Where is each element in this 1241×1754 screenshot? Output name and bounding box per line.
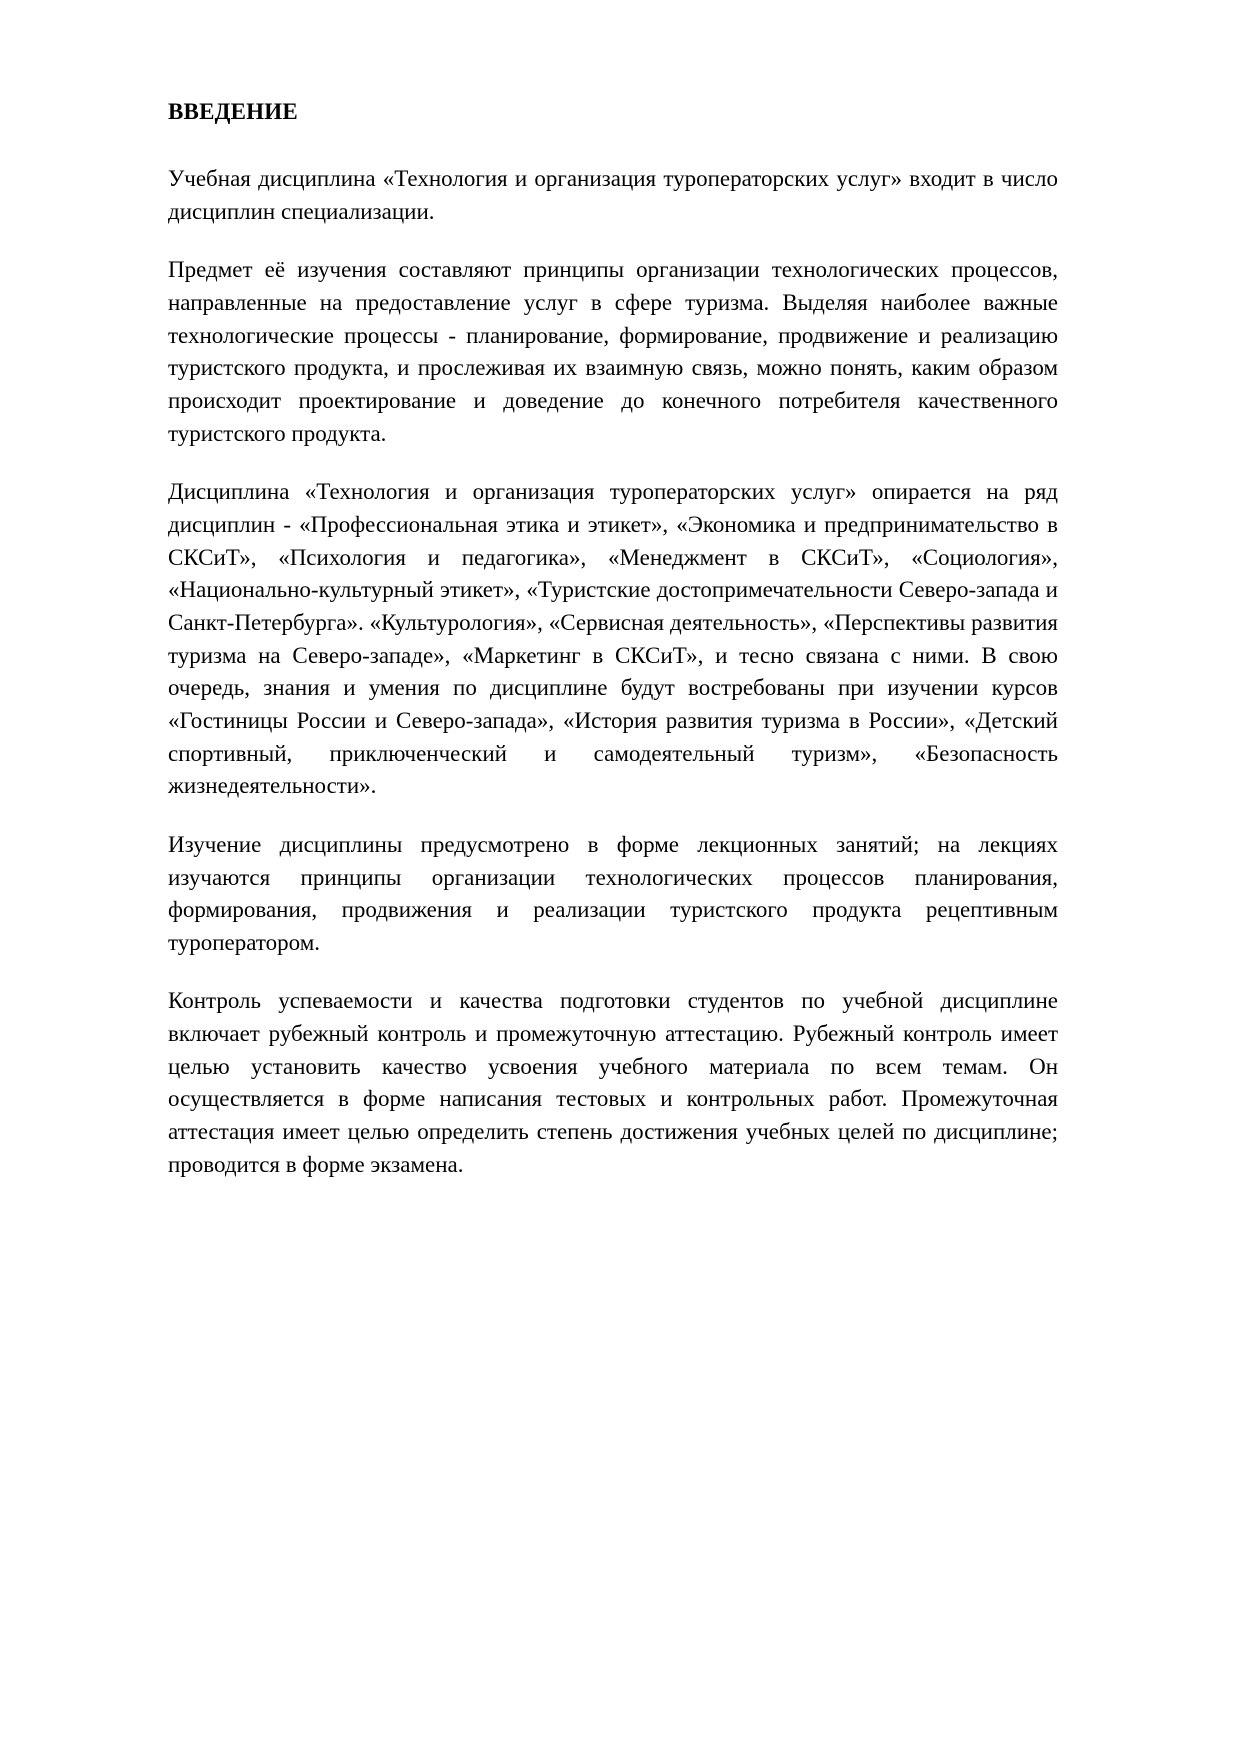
document-body [168, 96, 1058, 1181]
paragraph-4: Изучение дисциплины предусмотрено в форме лекционных занятий; на лекциях изучаются принципы организации технологических процессов планирования, формирования, продвижения и реализации туристского продукта рецептивным туроператором. [168, 831, 1058, 955]
paragraph-5: Контроль успеваемости и качества подготовки студентов по учебной дисциплине включает рубежный контроль и промежуточную аттестацию. Рубежный контроль имеет целью установить качество усвоения учебного материала по всем темам. Он осуществляется в форме написания тестовых и контрольных работ. Промежуточная аттестация имеет целью определить степень достижения учебных целей по дисциплине; проводится в форме экзамена. [168, 988, 1058, 1177]
section-heading-introduction: ВВЕДЕНИЕ [168, 99, 298, 124]
paragraph-2: Предмет её изучения составляют принципы организации технологических процессов, направленные на предоставление услуг в сфере туризма. Выделяя наиболее важные технологические процессы - планирование, формирование, продвижение и реализацию туристского продукта, и прослеживая их взаимную связь, можно понять, каким образом происходит проектирование и доведение до конечного потребителя качественного туристского продукта. [168, 257, 1058, 446]
paragraph-3: Дисциплина «Технология и организация туроператорских услуг» опирается на ряд дисциплин - «Профессиональная этика и этикет», «Экономика и предпринимательство в СКСиТ», «Психология и педагогика», «Менеджмент в СКСиТ», «Социология», «Национально-культурный этикет», «Туристские достопримечательности Северо-запада и Санкт-Петербурга». «Культурология», «Сервисная деятельность», «Перспективы развития туризма на Северо-западе», «Маркетинг в СКСиТ», и тесно связана с ними. В свою очередь, знания и умения по дисциплине будут востребованы при изучении курсов «Гостиницы России и Северо-запада», «История развития туризма в России», «Детский спортивный, приключенческий и самодеятельный туризм», «Безопасность жизнедеятельности». [168, 479, 1058, 799]
paragraph-1: Учебная дисциплина «Технология и организация туроператорских услуг» входит в число дисциплин специализации. [168, 166, 1058, 224]
